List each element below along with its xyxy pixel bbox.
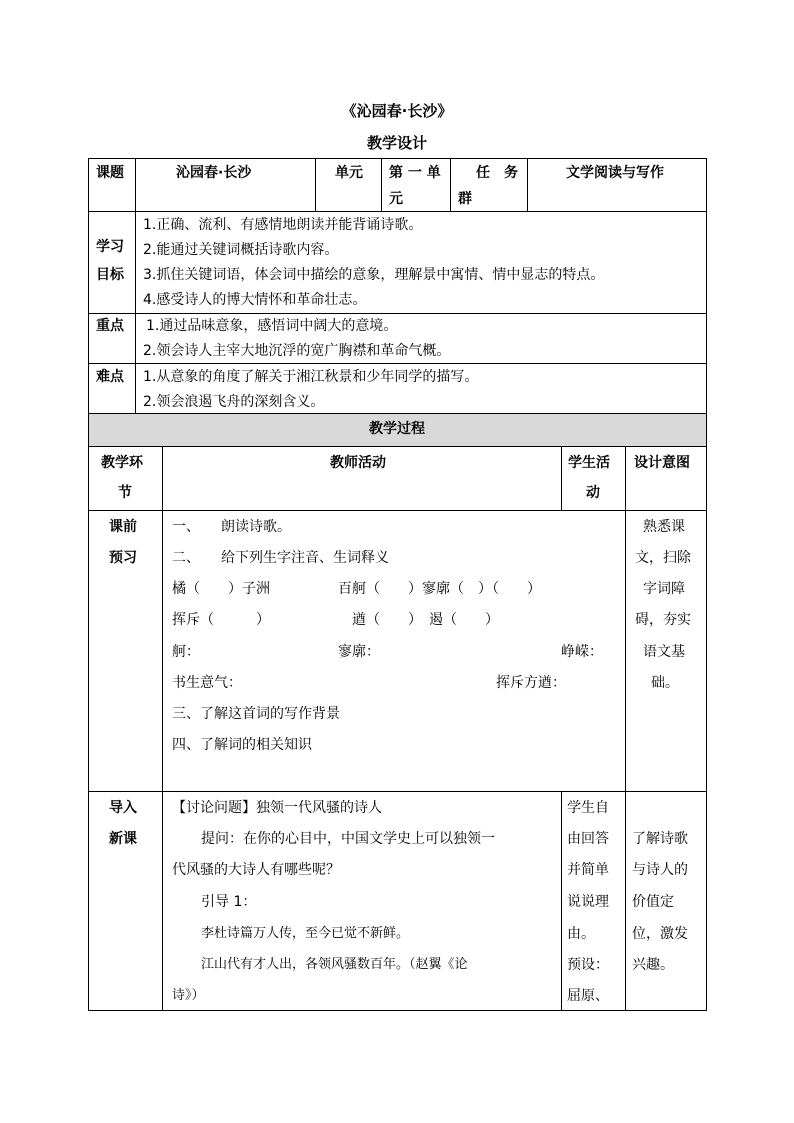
intro-poem-line: 李杜诗篇万人传，至今已觉不新鲜。 [201, 926, 410, 941]
task-value: 文学阅读与写作 [566, 165, 664, 181]
table-rule [88, 510, 707, 511]
table-rule [88, 1010, 707, 1011]
col-student-line2: 动 [586, 485, 600, 501]
task-label-line2: 群 [458, 191, 472, 207]
intro-guide: 引导 1： [201, 894, 257, 910]
preview-r4a: 书生意气： [172, 675, 242, 691]
unit-value-line1: 第 一 单 [389, 165, 441, 181]
table-rule [135, 211, 136, 413]
goal-item: 1.正确、流利、有感情地朗读并能背诵诗歌。 [143, 217, 423, 233]
intro-student: 由回答 [567, 831, 609, 847]
table-rule [88, 158, 707, 159]
table-rule [381, 158, 382, 211]
goal-item: 2.能通过关键词概括诗歌内容。 [143, 242, 339, 258]
difficulty-label: 难点 [96, 369, 124, 385]
process-title: 教学过程 [369, 421, 425, 437]
intro-student: 并简单 [567, 862, 609, 878]
difficulty-item: 1.从意象的角度了解关于湘江秋景和少年同学的描写。 [143, 369, 479, 385]
table-rule [88, 791, 707, 792]
table-rule [88, 211, 707, 212]
intro-poem-line: 诗》） [172, 988, 205, 1003]
intro-intent: 兴趣。 [632, 957, 674, 973]
preview-intent: 文，扫除 [635, 550, 691, 566]
intro-discussion: 【讨论问题】独领一代风骚的诗人 [172, 800, 382, 816]
preview-step2: 二、 给下列生字注音、生词释义 [172, 550, 389, 566]
preview-stage-line2: 预习 [109, 550, 137, 566]
unit-value-line2: 元 [389, 191, 403, 207]
intro-intent: 与诗人的 [632, 862, 688, 878]
intro-stage-line1: 导入 [109, 800, 137, 816]
intro-poem-line: 江山代有才人出，各领风骚数百年。（赵翼《论 [201, 957, 468, 972]
table-rule [88, 363, 707, 364]
preview-step1: 一、 朗读诗歌。 [172, 519, 291, 535]
preview-intent: 语文基 [643, 644, 685, 660]
intro-student: 屈原、 [567, 988, 609, 1004]
col-stage-line1: 教学环 [101, 455, 143, 471]
table-rule [162, 446, 163, 1011]
col-stage-line2: 节 [118, 485, 132, 501]
goal-item: 4.感受诗人的博大情怀和革命壮志。 [143, 292, 367, 308]
preview-r1b: 百舸（ ）寥廓（ ）（ ） [338, 581, 541, 597]
goals-label-line1: 学习 [96, 239, 124, 255]
focus-item: 2.领会诗人主宰大地沉浮的宽广胸襟和革命气概。 [143, 343, 451, 359]
task-label-line1: 任 务 [476, 165, 518, 181]
intro-student: 学生自 [567, 800, 609, 816]
unit-label: 单元 [335, 165, 363, 181]
preview-intent: 础。 [651, 675, 679, 691]
table-rule [315, 158, 316, 211]
intro-student: 说说理 [567, 894, 609, 910]
col-student-line1: 学生活 [568, 455, 610, 471]
table-rule [88, 158, 89, 1011]
preview-r3a: 舸： [172, 644, 200, 660]
intro-stage-line2: 新课 [109, 831, 137, 847]
table-rule [706, 158, 707, 1011]
preview-intent: 熟悉课 [643, 519, 685, 535]
preview-r2a: 挥斥（ ） [172, 612, 270, 628]
table-rule [561, 791, 562, 1011]
col-teacher: 教师活动 [330, 455, 386, 471]
table-rule [625, 446, 626, 1011]
preview-stage-line1: 课前 [109, 519, 137, 535]
intro-intent: 价值定 [632, 894, 674, 910]
preview-r3c: 峥嵘： [561, 644, 603, 660]
focus-item: 1.通过品味意象，感悟词中阔大的意境。 [146, 318, 398, 334]
table-rule [88, 446, 707, 447]
intro-student: 预设： [567, 957, 609, 973]
document-subtitle: 教学设计 [366, 134, 427, 152]
preview-intent: 字词障 [643, 581, 685, 597]
col-intent: 设计意图 [634, 455, 690, 471]
preview-intent: 碍，夯实 [635, 612, 691, 628]
table-rule [561, 446, 562, 511]
intro-intent: 位，激发 [632, 926, 688, 942]
preview-r1a: 橘（ ）子洲 [172, 581, 270, 597]
intro-student: 由。 [567, 926, 595, 942]
table-rule [450, 158, 451, 211]
preview-r3b: 寥廓： [338, 644, 380, 660]
preview-step4: 四、了解词的相关知识 [172, 737, 312, 753]
difficulty-item: 2.领会浪遏飞舟的深刻含义。 [143, 394, 325, 410]
topic-value: 沁园春·长沙 [176, 165, 252, 181]
intro-intent: 了解诗歌 [632, 831, 688, 847]
goals-label-line2: 目标 [96, 267, 124, 283]
table-rule [135, 158, 136, 211]
document-title: 《沁园春·长沙》 [341, 102, 453, 120]
preview-r4b: 挥斥方遒： [496, 675, 566, 691]
table-rule [527, 158, 528, 211]
preview-r2b: 遒（ ） 遏（ ） [352, 612, 499, 628]
table-rule [88, 413, 707, 414]
goal-item: 3.抓住关键词语，体会词中描绘的意象，理解景中寓情、情中显志的特点。 [143, 267, 605, 283]
focus-label: 重点 [96, 318, 124, 334]
preview-step3: 三、了解这首词的写作背景 [172, 706, 340, 722]
table-rule [88, 313, 707, 314]
topic-label: 课题 [96, 165, 124, 181]
intro-question-line2: 代风骚的大诗人有哪些呢？ [172, 862, 340, 878]
intro-question-line1: 提问：在你的心目中，中国文学史上可以独领一 [201, 831, 495, 847]
